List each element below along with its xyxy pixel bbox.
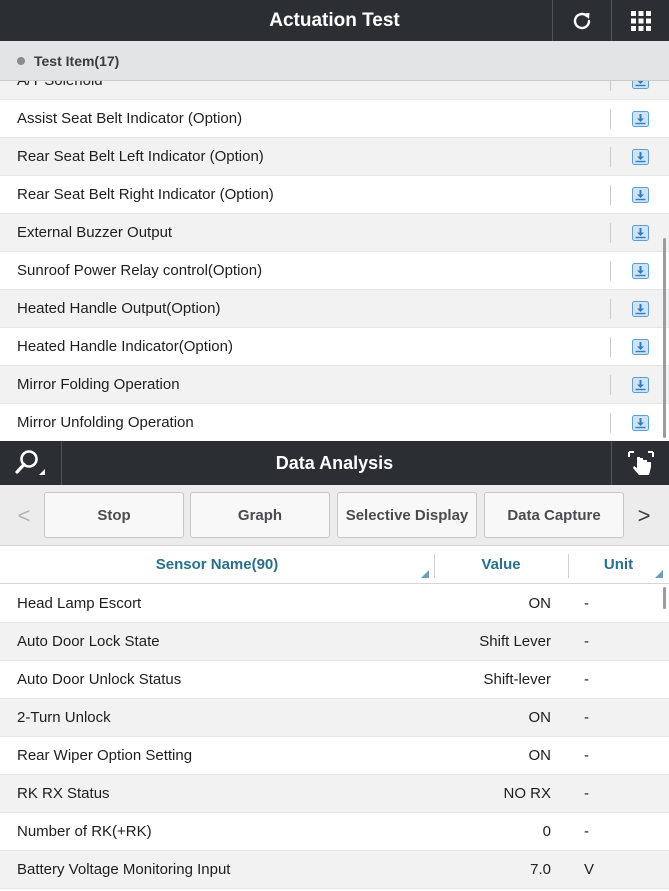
test-item-label: Heated Handle Indicator(Option) <box>17 338 233 355</box>
test-item-label: Sunroof Power Relay control(Option) <box>17 262 263 279</box>
sensor-value: Shift-lever <box>483 671 551 688</box>
sensor-value: NO RX <box>503 785 551 802</box>
row-divider <box>610 337 611 357</box>
test-item-row[interactable] <box>0 176 669 214</box>
toolbar-next-button[interactable]: > <box>637 502 651 528</box>
sensor-name: Rear Wiper Option Setting <box>17 747 193 764</box>
table-row[interactable] <box>0 813 669 851</box>
sensor-name: 2-Turn Unlock <box>17 709 111 726</box>
row-divider <box>610 299 611 319</box>
table-row[interactable] <box>0 661 669 699</box>
sensor-table-header <box>0 546 669 584</box>
sensor-value: ON <box>528 747 551 764</box>
test-item-row[interactable] <box>0 100 669 138</box>
page-title: Actuation Test <box>269 10 400 31</box>
column-header-value[interactable]: Value <box>481 556 521 573</box>
refresh-icon <box>570 9 594 33</box>
test-item-row[interactable] <box>0 252 669 290</box>
test-item-row[interactable] <box>0 214 669 252</box>
download-icon[interactable] <box>632 377 649 393</box>
sensor-name: Head Lamp Escort <box>17 595 142 612</box>
sensor-name: Auto Door Lock State <box>17 633 160 650</box>
test-item-row[interactable] <box>0 404 669 441</box>
search-button[interactable] <box>0 441 62 485</box>
sort-icon <box>655 570 663 578</box>
test-item-label: Mirror Unfolding Operation <box>17 414 194 431</box>
test-item-row[interactable] <box>0 138 669 176</box>
grid-menu-icon <box>630 10 652 32</box>
table-row[interactable] <box>0 699 669 737</box>
sensor-unit: - <box>584 785 589 802</box>
test-item-row[interactable] <box>0 290 669 328</box>
selective-display-button[interactable]: Selective Display <box>337 492 477 538</box>
sensor-unit: V <box>584 861 595 878</box>
data-toolbar <box>0 485 669 546</box>
sensor-unit: - <box>584 633 589 650</box>
sensor-name: Battery Voltage Monitoring Input <box>17 861 231 878</box>
row-divider <box>610 261 611 281</box>
data-analysis-header <box>0 441 669 485</box>
sensor-unit: - <box>584 823 589 840</box>
hand-pointer-icon <box>625 448 657 478</box>
download-icon[interactable] <box>632 339 649 355</box>
sensor-value: ON <box>528 595 551 612</box>
test-item-label: Rear Seat Belt Right Indicator (Option) <box>17 186 274 203</box>
app-header <box>0 0 669 41</box>
sensor-value: 0 <box>542 823 551 840</box>
sensor-table-scrollbar[interactable] <box>663 587 666 609</box>
download-icon[interactable] <box>632 149 649 165</box>
row-divider <box>610 223 611 243</box>
test-item-label: Mirror Folding Operation <box>17 376 180 393</box>
table-row[interactable] <box>0 775 669 813</box>
test-item-row[interactable] <box>0 328 669 366</box>
hand-pointer-button[interactable] <box>611 441 669 485</box>
row-divider <box>610 185 611 205</box>
download-icon[interactable] <box>632 263 649 279</box>
download-icon[interactable] <box>632 111 649 127</box>
bullet-icon <box>17 57 25 65</box>
sensor-value: Shift Lever <box>479 633 551 650</box>
sensor-unit: - <box>584 747 589 764</box>
section-label: Test Item(17) <box>34 52 120 69</box>
row-divider <box>610 109 611 129</box>
data-analysis-title: Data Analysis <box>275 453 394 473</box>
sensor-name: Number of RK(+RK) <box>17 823 152 840</box>
row-divider <box>610 413 611 433</box>
download-icon[interactable] <box>632 301 649 317</box>
sensor-table-body[interactable] <box>0 585 669 891</box>
stop-button[interactable]: Stop <box>44 492 184 538</box>
sensor-value: 7.0 <box>530 861 551 878</box>
table-row[interactable] <box>0 623 669 661</box>
sensor-unit: - <box>584 709 589 726</box>
row-divider <box>610 375 611 395</box>
table-row[interactable] <box>0 585 669 623</box>
table-row[interactable] <box>0 851 669 889</box>
test-item-label: Assist Seat Belt Indicator (Option) <box>17 110 243 127</box>
download-icon[interactable] <box>632 415 649 431</box>
test-item-label: External Buzzer Output <box>17 224 173 241</box>
sensor-value: ON <box>528 709 551 726</box>
sensor-name: Auto Door Unlock Status <box>17 671 182 688</box>
download-icon[interactable] <box>632 225 649 241</box>
test-item-label: Heated Handle Output(Option) <box>17 300 221 317</box>
test-item-row[interactable] <box>0 366 669 404</box>
download-icon[interactable] <box>632 187 649 203</box>
toolbar-prev-button[interactable]: < <box>17 502 31 528</box>
section-header <box>0 41 669 81</box>
test-item-label: Rear Seat Belt Left Indicator (Option) <box>17 148 264 165</box>
refresh-button[interactable] <box>552 0 610 41</box>
data-capture-button[interactable]: Data Capture <box>484 492 624 538</box>
test-list-scrollbar[interactable] <box>663 238 666 438</box>
test-item-list[interactable] <box>0 72 669 441</box>
column-header-unit[interactable]: Unit <box>603 556 634 573</box>
search-icon <box>13 448 49 478</box>
row-divider <box>610 147 611 167</box>
grid-menu-button[interactable] <box>611 0 669 41</box>
table-row[interactable] <box>0 737 669 775</box>
column-header-sensor-name[interactable]: Sensor Name(90) <box>155 556 279 573</box>
sensor-unit: - <box>584 595 589 612</box>
sensor-unit: - <box>584 671 589 688</box>
sort-icon <box>421 570 429 578</box>
sensor-name: RK RX Status <box>17 785 110 802</box>
graph-button[interactable]: Graph <box>190 492 330 538</box>
